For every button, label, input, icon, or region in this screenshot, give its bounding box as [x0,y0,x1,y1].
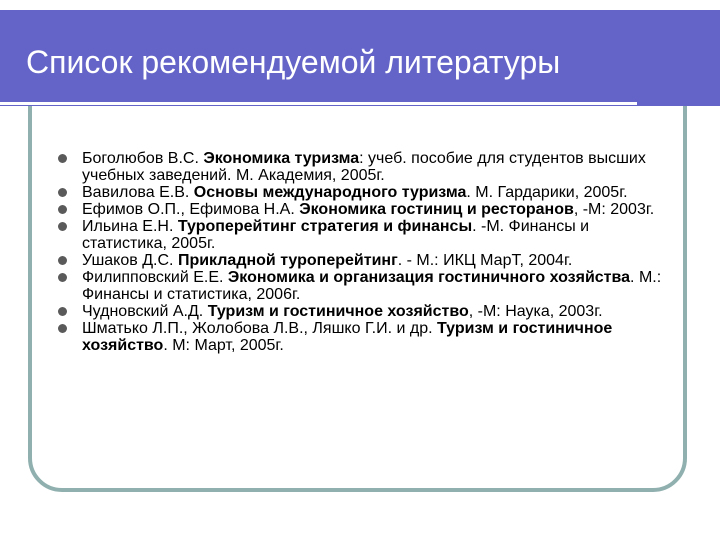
reference-list [58,150,678,354]
item-book-title: Основы международного туризма [193,184,467,201]
item-details: , -М: Наука, 2003г. [468,303,603,320]
list-item [58,218,678,252]
bullet-icon [58,273,67,282]
item-details: . М: Март, 2005г. [163,337,284,354]
item-details: . М. Гардарики, 2005г. [466,184,628,201]
item-authors: Ильина Е.Н. [82,218,178,235]
list-item [58,320,678,354]
list-item [58,150,678,184]
item-authors: Шматько Л.П., Жолобова Л.В., Ляшко Г.И. и др. [82,320,437,337]
bullet-icon [58,324,67,333]
item-book-title: Прикладной туроперейтинг [177,252,398,269]
title-underline [0,102,637,105]
item-details: . -М. Финансы и статистика, 2005г. [82,218,590,252]
item-authors: Боголюбов В.С. [82,150,204,167]
item-book-title: Туризм и гостиничное хозяйство [82,320,613,354]
item-authors: Ефимов О.П., Ефимова Н.А. [82,201,300,218]
bullet-icon [58,188,67,197]
bullet-icon [58,256,67,265]
item-authors: Чудновский А.Д. [82,303,208,320]
list-item [58,201,678,218]
item-details: . - М.: ИКЦ МарТ, 2004г. [397,252,573,269]
item-details: . М.: Финансы и статистика, 2006г. [82,269,662,303]
item-book-title: Экономика гостиниц и ресторанов [299,201,574,218]
slide-title: Список рекомендуемой литературы [26,44,561,80]
bullet-icon [58,205,67,214]
item-book-title: Экономика и организация гостиничного хозяйства [227,269,631,286]
item-book-title: Туризм и гостиничное хозяйство [207,303,469,320]
item-book-title: Туроперейтинг стратегия и финансы [177,218,473,235]
list-item [58,303,678,320]
item-authors: Вавилова Е.В. [82,184,194,201]
item-details: , -М: 2003г. [573,201,655,218]
list-item [58,184,678,201]
bullet-icon [58,307,67,316]
item-book-title: Экономика туризма [203,150,360,167]
bullet-icon [58,222,67,231]
item-details: : учеб. пособие для студентов высших учебных заведений. М. Академия, 2005г. [82,150,646,184]
item-authors: Ушаков Д.С. [82,252,178,269]
list-item [58,252,678,269]
title-bar [0,10,720,106]
bullet-icon [58,154,67,163]
item-authors: Филипповский Е.Е. [82,269,228,286]
list-item [58,269,678,303]
